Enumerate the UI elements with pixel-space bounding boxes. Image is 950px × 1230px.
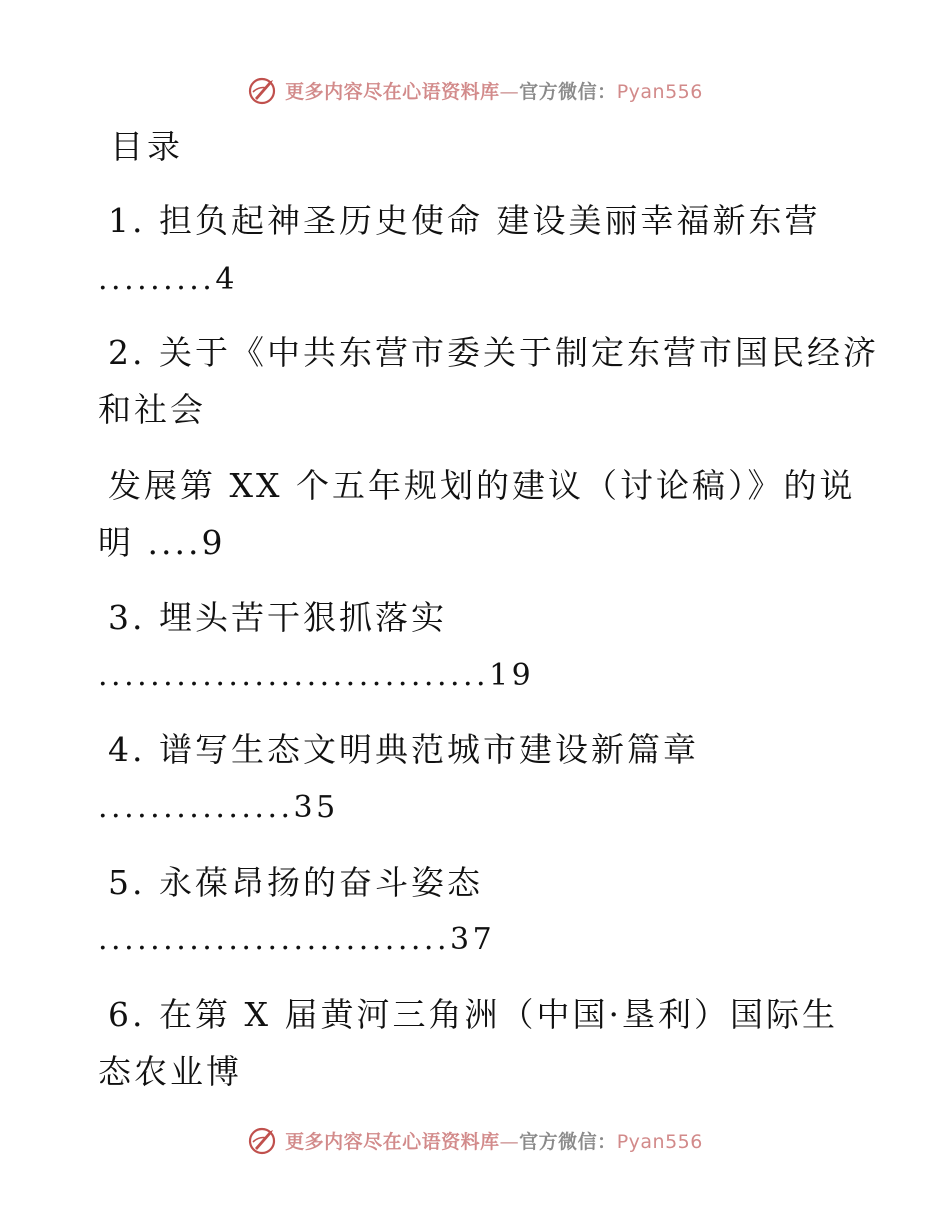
header-watermark xyxy=(0,70,950,110)
toc-entry-4[interactable] xyxy=(108,730,928,770)
toc-entry-1-leader xyxy=(98,262,938,298)
toc-entry-title-cont: 和社会 xyxy=(98,390,206,429)
toc-entry-number: 3. xyxy=(108,598,146,637)
toc-leader-dots: ........................... xyxy=(98,922,450,957)
toc-entry-6-line-2 xyxy=(98,1052,938,1092)
toc-leader-dots: ......... xyxy=(98,262,216,297)
toc-entry-title: 担负起神圣历史使命 建设美丽幸福新东营 xyxy=(159,201,821,240)
watermark-dash: — xyxy=(499,1130,520,1153)
toc-title: 目录 xyxy=(110,127,184,166)
toc-entry-number: 4. xyxy=(108,730,146,769)
toc-entry-title: 关于《中共东营市委关于制定东营市国民经济 xyxy=(159,333,879,372)
watermark-wechat-id: Pyan556 xyxy=(616,80,703,103)
toc-entry-2-line-3 xyxy=(108,466,928,506)
toc-entry-1[interactable] xyxy=(108,201,928,241)
footer-watermark xyxy=(0,1120,950,1160)
toc-leader-dots: ............... xyxy=(98,790,294,825)
toc-entry-3-leader xyxy=(98,658,938,694)
toc-entry-title: 埋头苦干狠抓落实 xyxy=(159,598,447,637)
toc-entry-5-leader xyxy=(98,922,938,958)
toc-entry-number: 1. xyxy=(108,201,146,240)
toc-page-number: 9 xyxy=(201,523,226,562)
toc-entry-number: 2. xyxy=(108,333,146,372)
toc-entry-number: 5. xyxy=(108,863,146,902)
toc-leader-dots: .... xyxy=(147,523,202,562)
watermark-brand: 更多内容尽在心语资料库 xyxy=(285,80,500,103)
toc-leader-dots: .............................. xyxy=(98,658,490,693)
watermark-brand: 更多内容尽在心语资料库 xyxy=(285,1130,500,1153)
toc-entry-5[interactable] xyxy=(108,863,928,903)
toc-entry-6[interactable] xyxy=(108,995,928,1035)
watermark-dash: — xyxy=(499,80,520,103)
toc-entry-2[interactable] xyxy=(108,333,928,373)
pen-logo-icon xyxy=(247,1124,279,1156)
toc-entry-3[interactable] xyxy=(108,598,928,638)
watermark-official: 官方微信： xyxy=(519,1130,617,1153)
toc-page-number: 37 xyxy=(449,922,496,957)
toc-entry-2-line-2 xyxy=(98,390,938,430)
watermark-official: 官方微信： xyxy=(519,80,617,103)
toc-page-number: 4 xyxy=(215,262,238,297)
pen-logo-icon xyxy=(247,74,279,106)
toc-entry-title-cont: 发展第 XX 个五年规划的建议（讨论稿）》的说 xyxy=(108,466,856,505)
watermark-wechat-id: Pyan556 xyxy=(616,1130,703,1153)
toc-entry-title: 在第 X 届黄河三角洲（中国·垦利）国际生 xyxy=(159,995,838,1034)
toc-entry-title: 永葆昂扬的奋斗姿态 xyxy=(159,863,483,902)
toc-entry-title-cont: 明 xyxy=(98,523,148,562)
toc-entry-title-cont: 态农业博 xyxy=(98,1052,242,1091)
toc-entry-title: 谱写生态文明典范城市建设新篇章 xyxy=(159,730,699,769)
toc-entry-number: 6. xyxy=(108,995,146,1034)
toc-entry-4-leader xyxy=(98,790,938,826)
toc-entry-2-line-4 xyxy=(98,523,938,563)
toc-page-number: 35 xyxy=(293,790,339,825)
toc-page-number: 19 xyxy=(489,658,535,693)
